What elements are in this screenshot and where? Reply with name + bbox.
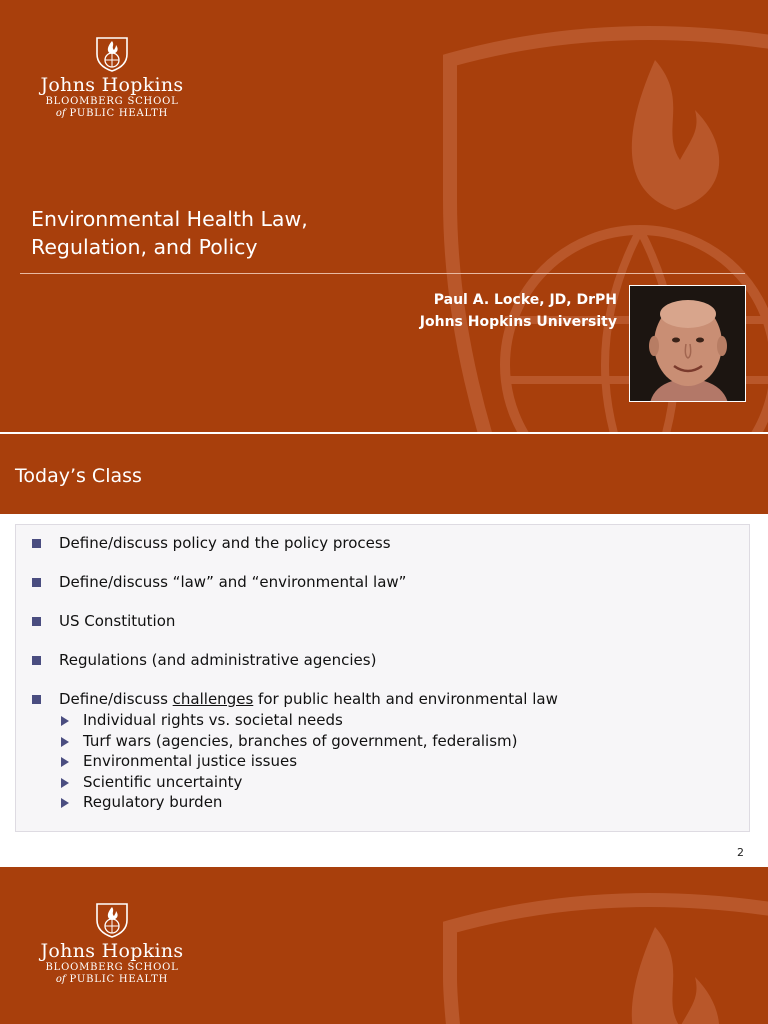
author-photo bbox=[629, 285, 746, 402]
bullet-list bbox=[16, 533, 749, 831]
logo-health: of PUBLIC HEALTH bbox=[55, 108, 169, 119]
square-bullet-icon bbox=[32, 539, 41, 548]
logo-school: BLOOMBERG SCHOOL bbox=[45, 96, 179, 107]
jhsph-logo bbox=[37, 36, 187, 120]
triangle-bullet-icon bbox=[61, 778, 69, 788]
square-bullet-icon bbox=[32, 656, 41, 665]
triangle-bullet-icon bbox=[61, 798, 69, 808]
page-number: 2 bbox=[737, 846, 744, 859]
title-slide bbox=[0, 0, 768, 432]
sub-bullet-item: Scientific uncertainty bbox=[59, 772, 749, 793]
title-divider bbox=[20, 273, 745, 274]
triangle-bullet-icon bbox=[61, 737, 69, 747]
triangle-bullet-icon bbox=[61, 757, 69, 767]
sub-bullet-item: Regulatory burden bbox=[59, 792, 749, 813]
challenges-link[interactable]: challenges bbox=[172, 690, 254, 708]
bullet-item: Define/discuss policy and the policy process bbox=[16, 533, 749, 554]
shield-watermark-icon bbox=[430, 887, 768, 1024]
content-slide-title: Today’s Class bbox=[15, 465, 142, 487]
square-bullet-icon bbox=[32, 695, 41, 704]
jhsph-logo bbox=[37, 902, 187, 986]
bullet-item: US Constitution bbox=[16, 611, 749, 632]
logo-wordmark: Johns Hopkins bbox=[40, 74, 184, 96]
sub-bullet-item: Environmental justice issues bbox=[59, 751, 749, 772]
next-title-slide bbox=[0, 867, 768, 1024]
sub-bullet-list bbox=[59, 710, 749, 813]
square-bullet-icon bbox=[32, 578, 41, 587]
square-bullet-icon bbox=[32, 617, 41, 626]
logo-school: BLOOMBERG SCHOOL bbox=[45, 962, 179, 973]
logo-health: of PUBLIC HEALTH bbox=[55, 974, 169, 985]
content-body bbox=[15, 524, 750, 832]
crest-icon bbox=[95, 36, 129, 72]
triangle-bullet-icon bbox=[61, 716, 69, 726]
author-block bbox=[420, 289, 617, 333]
sub-bullet-item: Individual rights vs. societal needs bbox=[59, 710, 749, 731]
sub-bullet-item: Turf wars (agencies, branches of government, federalism) bbox=[59, 731, 749, 752]
logo-wordmark: Johns Hopkins bbox=[40, 940, 184, 962]
bullet-item: Regulations (and administrative agencies) bbox=[16, 650, 749, 671]
author-name: Paul A. Locke, JD, DrPH bbox=[433, 292, 617, 308]
bullet-item: Define/discuss challenges for public health and environmental law Individual rights vs. societal needs Turf wars (agencies, branches of government, federalism) Environmental justice issues Scientific uncertainty Regulatory burden bbox=[16, 689, 749, 813]
slide-title: Environmental Health Law, Regulation, and Policy bbox=[31, 207, 308, 259]
crest-icon bbox=[95, 902, 129, 938]
author-affiliation: Johns Hopkins University bbox=[419, 314, 617, 330]
portrait-image bbox=[630, 286, 746, 402]
bullet-item: Define/discuss “law” and “environmental law” bbox=[16, 572, 749, 593]
